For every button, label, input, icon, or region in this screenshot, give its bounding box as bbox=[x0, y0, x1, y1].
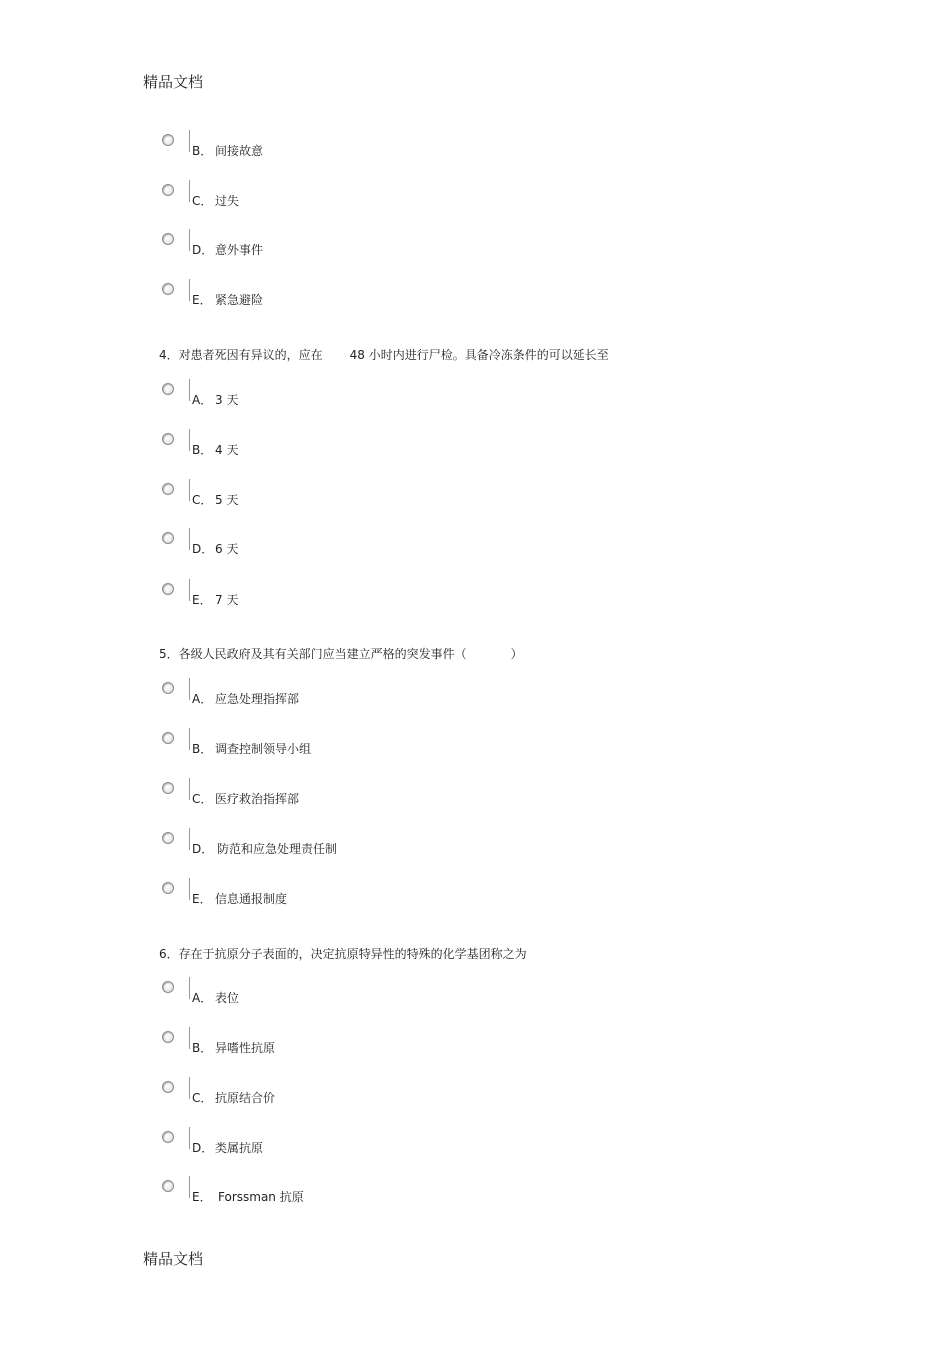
option-letter: C． bbox=[192, 493, 213, 507]
option-divider bbox=[189, 728, 190, 750]
option-text: 类属抗原 bbox=[215, 1141, 264, 1155]
option-divider bbox=[189, 130, 190, 152]
option-letter: A． bbox=[192, 692, 213, 706]
option-letter: E． bbox=[192, 293, 212, 307]
q3-option-b[interactable] bbox=[160, 130, 560, 164]
radio-button[interactable] bbox=[162, 483, 174, 495]
radio-button[interactable] bbox=[162, 383, 174, 395]
page-header: 精品文档 bbox=[143, 73, 204, 91]
option-divider bbox=[189, 1077, 190, 1099]
radio-button[interactable] bbox=[162, 1031, 174, 1043]
option-text: 紧急避险 bbox=[215, 293, 264, 307]
option-divider bbox=[189, 180, 190, 202]
option-letter: C． bbox=[192, 194, 213, 208]
q4-option-d[interactable] bbox=[160, 528, 560, 562]
radio-button[interactable] bbox=[162, 1131, 174, 1143]
question-6-stem-part1: 6．存在于抗原分子表面的，决定抗原特异性的特殊的化学基团称之为 bbox=[159, 947, 527, 961]
radio-button[interactable] bbox=[162, 134, 174, 146]
question-5-stem-part2: ） bbox=[510, 647, 523, 661]
option-divider bbox=[189, 379, 190, 401]
option-letter: D． bbox=[192, 842, 214, 856]
option-divider bbox=[189, 528, 190, 550]
radio-button[interactable] bbox=[162, 682, 174, 694]
option-text: 意外事件 bbox=[215, 243, 264, 257]
option-divider bbox=[189, 778, 190, 800]
question-6-stem bbox=[159, 945, 527, 962]
radio-button[interactable] bbox=[162, 233, 174, 245]
q6-option-e[interactable] bbox=[160, 1176, 560, 1210]
radio-button[interactable] bbox=[162, 782, 174, 794]
radio-button[interactable] bbox=[162, 184, 174, 196]
radio-button[interactable] bbox=[162, 732, 174, 744]
option-text: 抗原结合价 bbox=[215, 1091, 276, 1105]
option-text: 5 天 bbox=[215, 493, 239, 507]
q5-option-c[interactable] bbox=[160, 778, 560, 812]
option-letter: B． bbox=[192, 443, 213, 457]
q6-option-c[interactable] bbox=[160, 1077, 560, 1111]
question-4-stem-part1: 4．对患者死因有异议的，应在 bbox=[159, 348, 323, 362]
option-letter: E． bbox=[192, 593, 212, 607]
option-text: 过失 bbox=[215, 194, 240, 208]
option-text: 表位 bbox=[215, 991, 240, 1005]
radio-button[interactable] bbox=[162, 283, 174, 295]
option-text: 3 天 bbox=[215, 393, 239, 407]
q6-option-b[interactable] bbox=[160, 1027, 560, 1061]
option-letter: A． bbox=[192, 991, 213, 1005]
q3-option-c[interactable] bbox=[160, 180, 560, 214]
option-divider bbox=[189, 429, 190, 451]
radio-button[interactable] bbox=[162, 832, 174, 844]
radio-button[interactable] bbox=[162, 981, 174, 993]
option-letter: D． bbox=[192, 542, 214, 556]
option-letter: B． bbox=[192, 742, 213, 756]
radio-button[interactable] bbox=[162, 1081, 174, 1093]
q6-option-a[interactable] bbox=[160, 977, 560, 1011]
option-divider bbox=[189, 279, 190, 301]
option-divider bbox=[189, 828, 190, 850]
option-text: 6 天 bbox=[215, 542, 239, 556]
option-divider bbox=[189, 1176, 190, 1198]
question-4-stem bbox=[159, 346, 609, 363]
option-text: 信息通报制度 bbox=[215, 892, 288, 906]
radio-button[interactable] bbox=[162, 532, 174, 544]
radio-button[interactable] bbox=[162, 882, 174, 894]
option-text: Forssman 抗原 bbox=[218, 1190, 304, 1204]
option-text: 4 天 bbox=[215, 443, 239, 457]
option-divider bbox=[189, 579, 190, 601]
option-divider bbox=[189, 1127, 190, 1149]
q3-option-e[interactable] bbox=[160, 279, 560, 313]
option-letter: E． bbox=[192, 892, 212, 906]
radio-button[interactable] bbox=[162, 433, 174, 445]
q5-option-a[interactable] bbox=[160, 678, 560, 712]
option-text: 7 天 bbox=[215, 593, 239, 607]
option-text: 医疗救治指挥部 bbox=[215, 792, 300, 806]
q4-option-a[interactable] bbox=[160, 379, 560, 413]
radio-button[interactable] bbox=[162, 583, 174, 595]
option-text: 防范和应急处理责任制 bbox=[217, 842, 338, 856]
option-divider bbox=[189, 1027, 190, 1049]
option-letter: E． bbox=[192, 1190, 212, 1204]
q6-option-d[interactable] bbox=[160, 1127, 560, 1161]
q5-option-e[interactable] bbox=[160, 878, 560, 912]
question-5-stem bbox=[159, 645, 523, 662]
q3-option-d[interactable] bbox=[160, 229, 560, 263]
option-divider bbox=[189, 479, 190, 501]
option-text: 异嗜性抗原 bbox=[215, 1041, 276, 1055]
q5-option-d[interactable] bbox=[160, 828, 560, 862]
option-divider bbox=[189, 229, 190, 251]
page-footer: 精品文档 bbox=[143, 1250, 204, 1268]
option-text: 调查控制领导小组 bbox=[215, 742, 312, 756]
option-divider bbox=[189, 878, 190, 900]
q4-option-b[interactable] bbox=[160, 429, 560, 463]
q5-option-b[interactable] bbox=[160, 728, 560, 762]
option-divider bbox=[189, 977, 190, 999]
option-divider bbox=[189, 678, 190, 700]
option-letter: A． bbox=[192, 393, 213, 407]
option-letter: B． bbox=[192, 144, 213, 158]
option-text: 应急处理指挥部 bbox=[215, 692, 300, 706]
question-4-stem-part2: 48 小时内进行尸检。具备冷冻条件的可以延长至 bbox=[349, 348, 609, 362]
option-letter: C． bbox=[192, 792, 213, 806]
q4-option-e[interactable] bbox=[160, 579, 560, 613]
option-letter: C． bbox=[192, 1091, 213, 1105]
option-letter: D． bbox=[192, 1141, 214, 1155]
q4-option-c[interactable] bbox=[160, 479, 560, 513]
question-5-stem-part1: 5．各级人民政府及其有关部门应当建立严格的突发事件（ bbox=[159, 647, 467, 661]
option-letter: B． bbox=[192, 1041, 213, 1055]
option-letter: D． bbox=[192, 243, 214, 257]
option-text: 间接故意 bbox=[215, 144, 264, 158]
radio-button[interactable] bbox=[162, 1180, 174, 1192]
